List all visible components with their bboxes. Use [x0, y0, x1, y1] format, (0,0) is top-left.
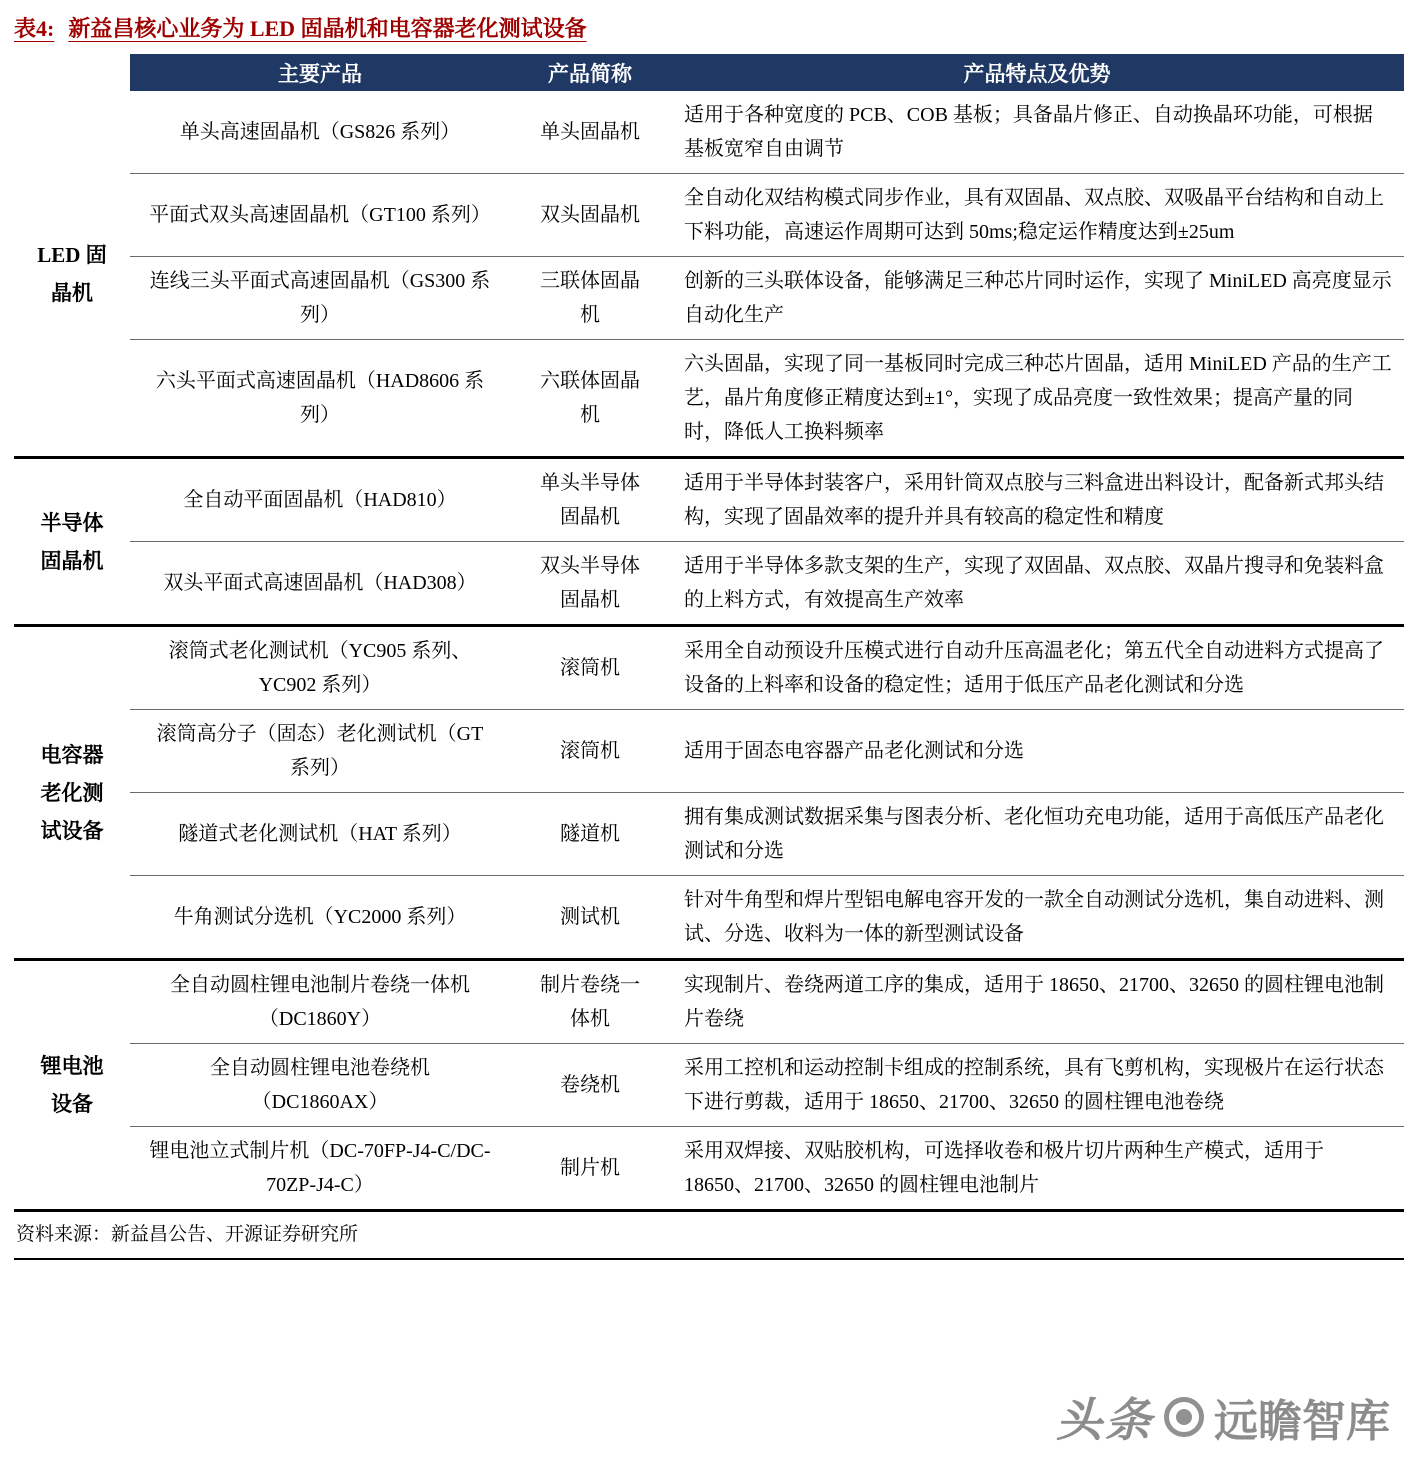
product-name: 滚筒高分子（固态）老化测试机（GT 系列）: [130, 710, 510, 793]
product-features: 创新的三头联体设备，能够满足三种芯片同时运作，实现了 MiniLED 高亮度显示自动化生产: [670, 257, 1404, 340]
table-row: [14, 174, 1404, 257]
watermark-site-label: 头条: [1056, 1394, 1154, 1446]
product-table: [14, 54, 1404, 1212]
product-short-name: 滚筒机: [510, 710, 670, 793]
product-short-name: 双头固晶机: [510, 174, 670, 257]
table-row: [14, 1127, 1404, 1211]
product-features: 采用全自动预设升压模式进行自动升压高温老化；第五代全自动进料方式提高了设备的上料率和设备的稳定性；适用于低压产品老化测试和分选: [670, 626, 1404, 710]
product-name: 全自动圆柱锂电池卷绕机（DC1860AX）: [130, 1044, 510, 1127]
product-name: 滚筒式老化测试机（YC905 系列、YC902 系列）: [130, 626, 510, 710]
product-name: 隧道式老化测试机（HAT 系列）: [130, 793, 510, 876]
product-features: 适用于半导体多款支架的生产，实现了双固晶、双点胶、双晶片搜寻和免装料盒的上料方式，有效提高生产效率: [670, 542, 1404, 626]
header-row: [14, 54, 1404, 91]
header-category-stub: [14, 54, 130, 91]
product-name: 单头高速固晶机（GS826 系列）: [179, 121, 461, 143]
product-features: 适用于固态电容器产品老化测试和分选: [670, 710, 1404, 793]
source-note: 资料来源：新益昌公告、开源证券研究所: [16, 1224, 359, 1245]
product-features: 拥有集成测试数据采集与图表分析、老化恒功充电功能，适用于高低压产品老化测试和分选: [670, 793, 1404, 876]
table-body: [14, 91, 1404, 1211]
product-name: 六头平面式高速固晶机（HAD8606 系列）: [130, 340, 510, 458]
product-features: 适用于半导体封装客户，采用针筒双点胶与三料盒进出料设计，配备新式邦头结构，实现了固晶效率的提升并具有较高的稳定性和精度: [670, 458, 1404, 542]
product-short-name: 六联体固晶机: [510, 340, 670, 458]
product-features: 全自动化双结构模式同步作业，具有双固晶、双点胶、双吸晶平台结构和自动上下料功能，高速运作周期可达到 50ms;稳定运作精度达到±25um: [670, 174, 1404, 257]
table-row: [14, 793, 1404, 876]
product-features: 针对牛角型和焊片型铝电解电容开发的一款全自动测试分选机，集自动进料、测试、分选、收料为一体的新型测试设备: [670, 876, 1404, 960]
page-bottom-rule: [14, 1258, 1404, 1260]
watermark: [1056, 1384, 1390, 1450]
product-short-name: 隧道机: [510, 793, 670, 876]
table-header: [14, 54, 1404, 91]
table-row: [14, 1044, 1404, 1127]
table-row: [14, 626, 1404, 710]
table-title: [14, 14, 1404, 44]
category-label-led: LED 固晶机: [37, 242, 107, 305]
table-row: [14, 458, 1404, 542]
table-row: [14, 257, 1404, 340]
table-row: [14, 340, 1404, 458]
product-short-name: 单头固晶机: [540, 121, 640, 143]
product-name: 牛角测试分选机（YC2000 系列）: [130, 876, 510, 960]
product-short-name: 双头半导体固晶机: [510, 542, 670, 626]
product-name: 全自动平面固晶机（HAD810）: [130, 458, 510, 542]
product-name: 连线三头平面式高速固晶机（GS300 系列）: [130, 257, 510, 340]
product-name: 双头平面式高速固晶机（HAD308）: [130, 542, 510, 626]
product-short-name: 制片机: [510, 1127, 670, 1211]
product-short-name: 制片卷绕一体机: [510, 960, 670, 1044]
header-product: 主要产品: [130, 54, 510, 91]
table-title-text: 新益昌核心业务为 LED 固晶机和电容器老化测试设备: [68, 16, 587, 41]
watermark-logo-icon: [1164, 1397, 1204, 1437]
product-short-name: 三联体固晶机: [510, 257, 670, 340]
table-row: [14, 91, 1404, 174]
product-name: 平面式双头高速固晶机（GT100 系列）: [130, 174, 510, 257]
product-short-name: 卷绕机: [510, 1044, 670, 1127]
product-name: 锂电池立式制片机（DC-70FP-J4-C/DC-70ZP-J4-C）: [130, 1127, 510, 1211]
category-label-semiconductor: 半导体固晶机: [14, 458, 130, 626]
product-short-name: 滚筒机: [510, 626, 670, 710]
table-row: [14, 960, 1404, 1044]
product-features: 实现制片、卷绕两道工序的集成，适用于 18650、21700、32650 的圆柱锂电池制片卷绕: [670, 960, 1404, 1044]
product-features: 六头固晶，实现了同一基板同时完成三种芯片固晶，适用 MiniLED 产品的生产工艺，晶片角度修正精度达到±1°，实现了成品亮度一致性效果；提高产量的同时，降低人工换料频率: [670, 340, 1404, 458]
table-row: [14, 876, 1404, 960]
header-features: 产品特点及优势: [670, 54, 1404, 91]
product-features: 采用工控机和运动控制卡组成的控制系统，具有飞剪机构，实现极片在运行状态下进行剪裁，适用于 18650、21700、32650 的圆柱锂电池卷绕: [670, 1044, 1404, 1127]
header-short-name: 产品简称: [510, 54, 670, 91]
product-features: 适用于各种宽度的 PCB、COB 基板；具备晶片修正、自动换晶环功能，可根据基板宽窄自由调节: [684, 104, 1373, 160]
table-title-number: 表4:: [14, 16, 55, 41]
watermark-handle: 远瞻智库: [1214, 1397, 1390, 1446]
category-label-battery: 锂电池设备: [14, 960, 130, 1211]
category-label-capacitor: 电容器老化测试设备: [14, 626, 130, 960]
product-short-name: 单头半导体固晶机: [510, 458, 670, 542]
product-name: 全自动圆柱锂电池制片卷绕一体机（DC1860Y）: [130, 960, 510, 1044]
table-row: [14, 542, 1404, 626]
table-row: [14, 710, 1404, 793]
product-short-name: 测试机: [510, 876, 670, 960]
product-features: 采用双焊接、双贴胶机构，可选择收卷和极片切片两种生产模式，适用于 18650、21700、32650 的圆柱锂电池制片: [670, 1127, 1404, 1211]
